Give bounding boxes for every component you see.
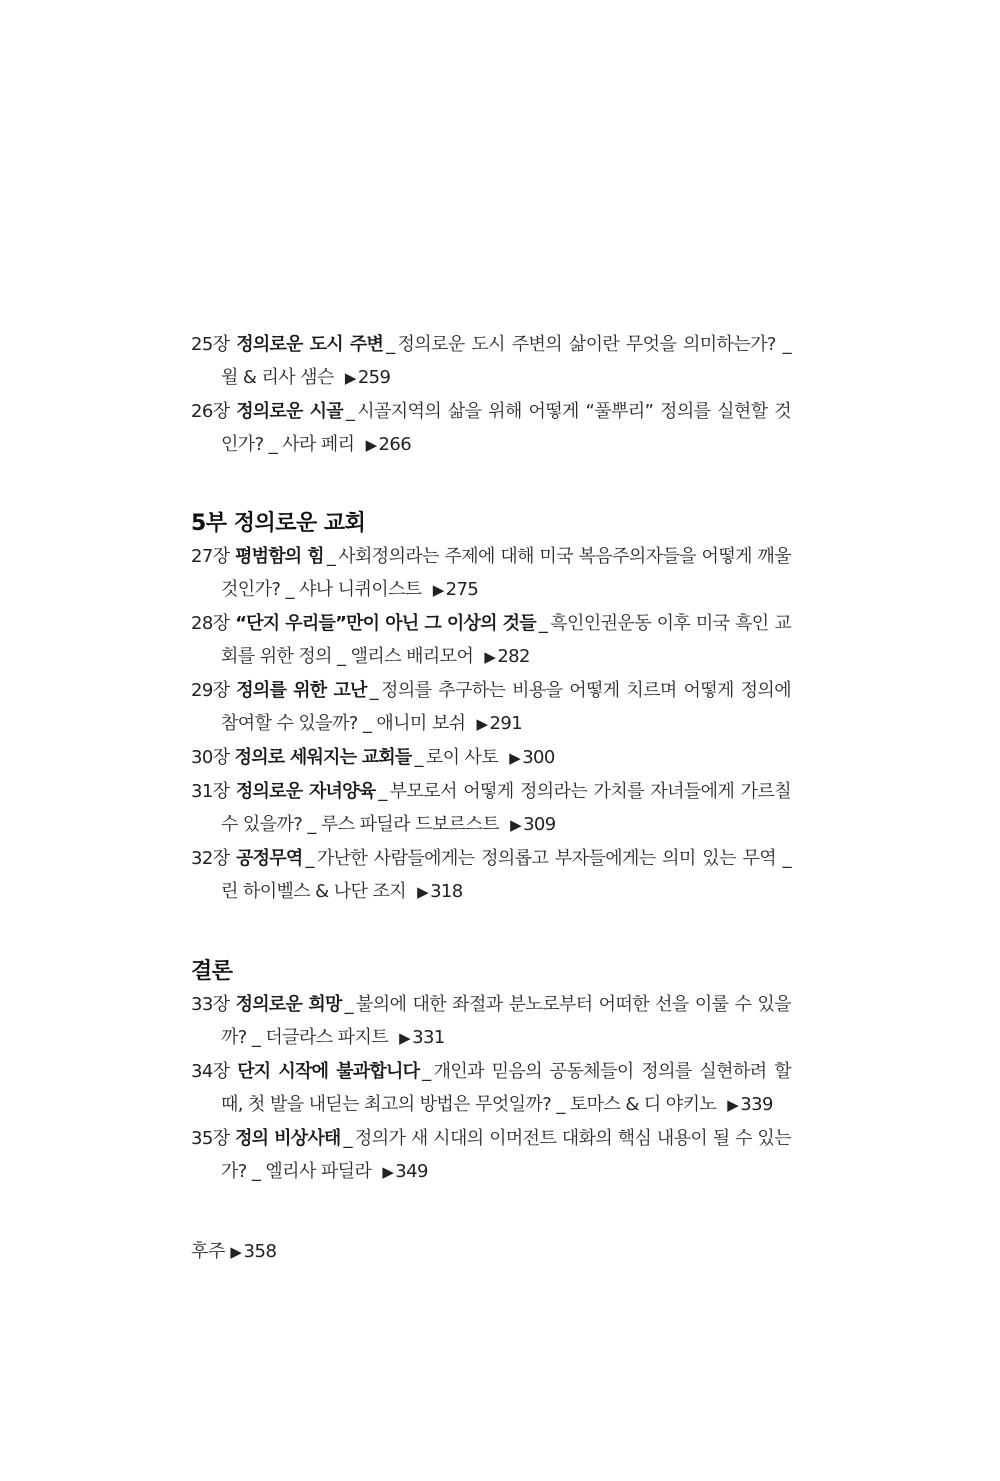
toc-entry bbox=[191, 328, 791, 395]
page-number: 291 bbox=[489, 713, 523, 734]
table-of-contents bbox=[191, 328, 791, 1269]
chapter-title: 정의로운 자녀양육 bbox=[235, 781, 376, 802]
arrow-right-icon: ▶ bbox=[432, 581, 444, 599]
section-heading: 5부 정의로운 교회 bbox=[191, 511, 366, 536]
chapter-description: 개인과 믿음의 공동체들이 정의를 실현하려 할 때, 첫 발을 내딛는 최고의 방법은 무엇일까? _ 토마스 & 디 야키노 bbox=[221, 1061, 791, 1115]
page-number: 266 bbox=[378, 434, 412, 455]
chapter-title: 정의로운 희망 bbox=[235, 994, 342, 1015]
chapter-number: 27장 bbox=[191, 546, 230, 567]
toc-entry bbox=[191, 540, 791, 607]
separator: _ bbox=[326, 546, 336, 567]
arrow-right-icon: ▶ bbox=[230, 1243, 242, 1261]
part5-section bbox=[191, 507, 791, 909]
chapter-description: 로이 사토 bbox=[425, 747, 499, 768]
separator: _ bbox=[305, 848, 314, 869]
arrow-right-icon: ▶ bbox=[365, 436, 377, 454]
toc-entry bbox=[191, 1055, 791, 1122]
page-reference bbox=[509, 747, 555, 768]
page-number: 331 bbox=[412, 1027, 445, 1048]
chapter-number: 28장 bbox=[191, 613, 230, 634]
chapter-number: 26장 bbox=[191, 401, 230, 422]
arrow-right-icon: ▶ bbox=[510, 816, 522, 834]
chapter-number: 25장 bbox=[191, 334, 230, 355]
chapter-title: 평범함의 힘 bbox=[235, 546, 324, 567]
arrow-right-icon: ▶ bbox=[476, 715, 488, 733]
chapter-number: 33장 bbox=[191, 994, 230, 1015]
separator: _ bbox=[414, 747, 423, 768]
separator: _ bbox=[345, 401, 355, 422]
toc-entry bbox=[191, 842, 791, 909]
arrow-right-icon: ▶ bbox=[382, 1163, 394, 1181]
page-number: 275 bbox=[445, 579, 479, 600]
page-number: 349 bbox=[395, 1161, 428, 1182]
chapter-title: 정의로운 시골 bbox=[236, 401, 343, 422]
page-reference bbox=[510, 814, 556, 835]
page-reference bbox=[399, 1027, 445, 1048]
separator: _ bbox=[378, 781, 387, 802]
arrow-right-icon: ▶ bbox=[417, 883, 429, 901]
chapter-title: 정의 비상사태 bbox=[235, 1128, 341, 1149]
chapter-title: “단지 우리들”만이 아닌 그 이상의 것들 bbox=[235, 613, 536, 634]
chapter-description: 정의가 새 시대의 이머전트 대화의 핵심 내용이 될 수 있는가? _ 엘리사 파딜라 bbox=[221, 1128, 792, 1182]
chapter-description: 흑인인권운동 이후 미국 흑인 교회를 위한 정의 _ 앨리스 배리모어 bbox=[221, 613, 792, 667]
page-number: 259 bbox=[357, 367, 391, 388]
toc-entry bbox=[191, 607, 791, 674]
page-number: 309 bbox=[523, 814, 556, 835]
page-reference bbox=[484, 646, 530, 667]
arrow-right-icon: ▶ bbox=[484, 648, 496, 666]
separator: _ bbox=[422, 1061, 431, 1082]
toc-entry bbox=[191, 741, 791, 775]
separator: _ bbox=[538, 613, 548, 634]
chapter-description: 사회정의라는 주제에 대해 미국 복음주의자들을 어떻게 깨울 것인가? _ 샤나 니퀴이스트 bbox=[221, 546, 791, 600]
pre-entries-list bbox=[191, 328, 791, 462]
toc-entry bbox=[191, 775, 791, 842]
page-reference bbox=[345, 367, 391, 388]
separator: _ bbox=[343, 1128, 352, 1149]
page-reference bbox=[727, 1094, 773, 1115]
chapter-description: 정의를 추구하는 비용을 어떻게 치르며 어떻게 정의에 참여할 수 있을까? _ 애니미 보쉬 bbox=[221, 680, 791, 734]
back-matter-entry bbox=[191, 1235, 791, 1269]
chapter-title: 단지 시작에 불과합니다 bbox=[237, 1061, 420, 1082]
page-number: 300 bbox=[522, 747, 555, 768]
toc-entry bbox=[191, 1122, 791, 1189]
page-number: 339 bbox=[740, 1094, 773, 1115]
back-matter-label: 후주 bbox=[191, 1241, 225, 1262]
toc-entry bbox=[191, 988, 791, 1055]
section-heading: 결론 bbox=[191, 959, 233, 984]
arrow-right-icon: ▶ bbox=[344, 369, 356, 387]
toc-entry bbox=[191, 395, 791, 462]
arrow-right-icon: ▶ bbox=[727, 1096, 739, 1114]
toc-entry bbox=[191, 674, 791, 741]
chapter-description: 가난한 사람들에게는 정의롭고 부자들에게는 의미 있는 무역 _ 린 하이벨스 & 나단 조지 bbox=[221, 848, 792, 902]
separator: _ bbox=[344, 994, 353, 1015]
chapter-number: 34장 bbox=[191, 1061, 230, 1082]
chapter-number: 29장 bbox=[191, 680, 230, 701]
page-number: 318 bbox=[430, 881, 463, 902]
separator: _ bbox=[369, 680, 379, 701]
chapter-title: 정의를 위한 고난 bbox=[236, 680, 367, 701]
chapter-number: 30장 bbox=[191, 747, 230, 768]
page-reference bbox=[477, 713, 523, 734]
chapter-description: 정의로운 도시 주변의 삶이란 무엇을 의미하는가? _ 윌 & 리사 샘슨 bbox=[221, 334, 791, 388]
page-reference bbox=[382, 1161, 428, 1182]
page-number: 282 bbox=[497, 646, 530, 667]
page-reference bbox=[366, 434, 412, 455]
arrow-right-icon: ▶ bbox=[399, 1029, 411, 1047]
chapter-number: 31장 bbox=[191, 781, 230, 802]
chapter-number: 35장 bbox=[191, 1128, 230, 1149]
page-reference bbox=[417, 881, 463, 902]
chapter-title: 정의로 세워지는 교회들 bbox=[234, 747, 412, 768]
chapter-description: 불의에 대한 좌절과 분노로부터 어떠한 선을 이룰 수 있을까? _ 더글라스 파지트 bbox=[221, 994, 791, 1048]
separator: _ bbox=[386, 334, 395, 355]
chapter-description: 시골지역의 삶을 위해 어떻게 “풀뿌리” 정의를 실현할 것인가? _ 사라 페리 bbox=[221, 401, 791, 455]
chapter-number: 32장 bbox=[191, 848, 230, 869]
page-reference bbox=[433, 579, 479, 600]
chapter-title: 공정무역 bbox=[236, 848, 303, 869]
chapter-title: 정의로운 도시 주변 bbox=[236, 334, 384, 355]
arrow-right-icon: ▶ bbox=[509, 749, 521, 767]
conclusion-section bbox=[191, 955, 791, 1189]
page-number: 358 bbox=[243, 1241, 277, 1262]
chapter-description: 부모로서 어떻게 정의라는 가치를 자녀들에게 가르칠 수 있을까? _ 루스 파딜라 드보르스트 bbox=[221, 781, 791, 835]
